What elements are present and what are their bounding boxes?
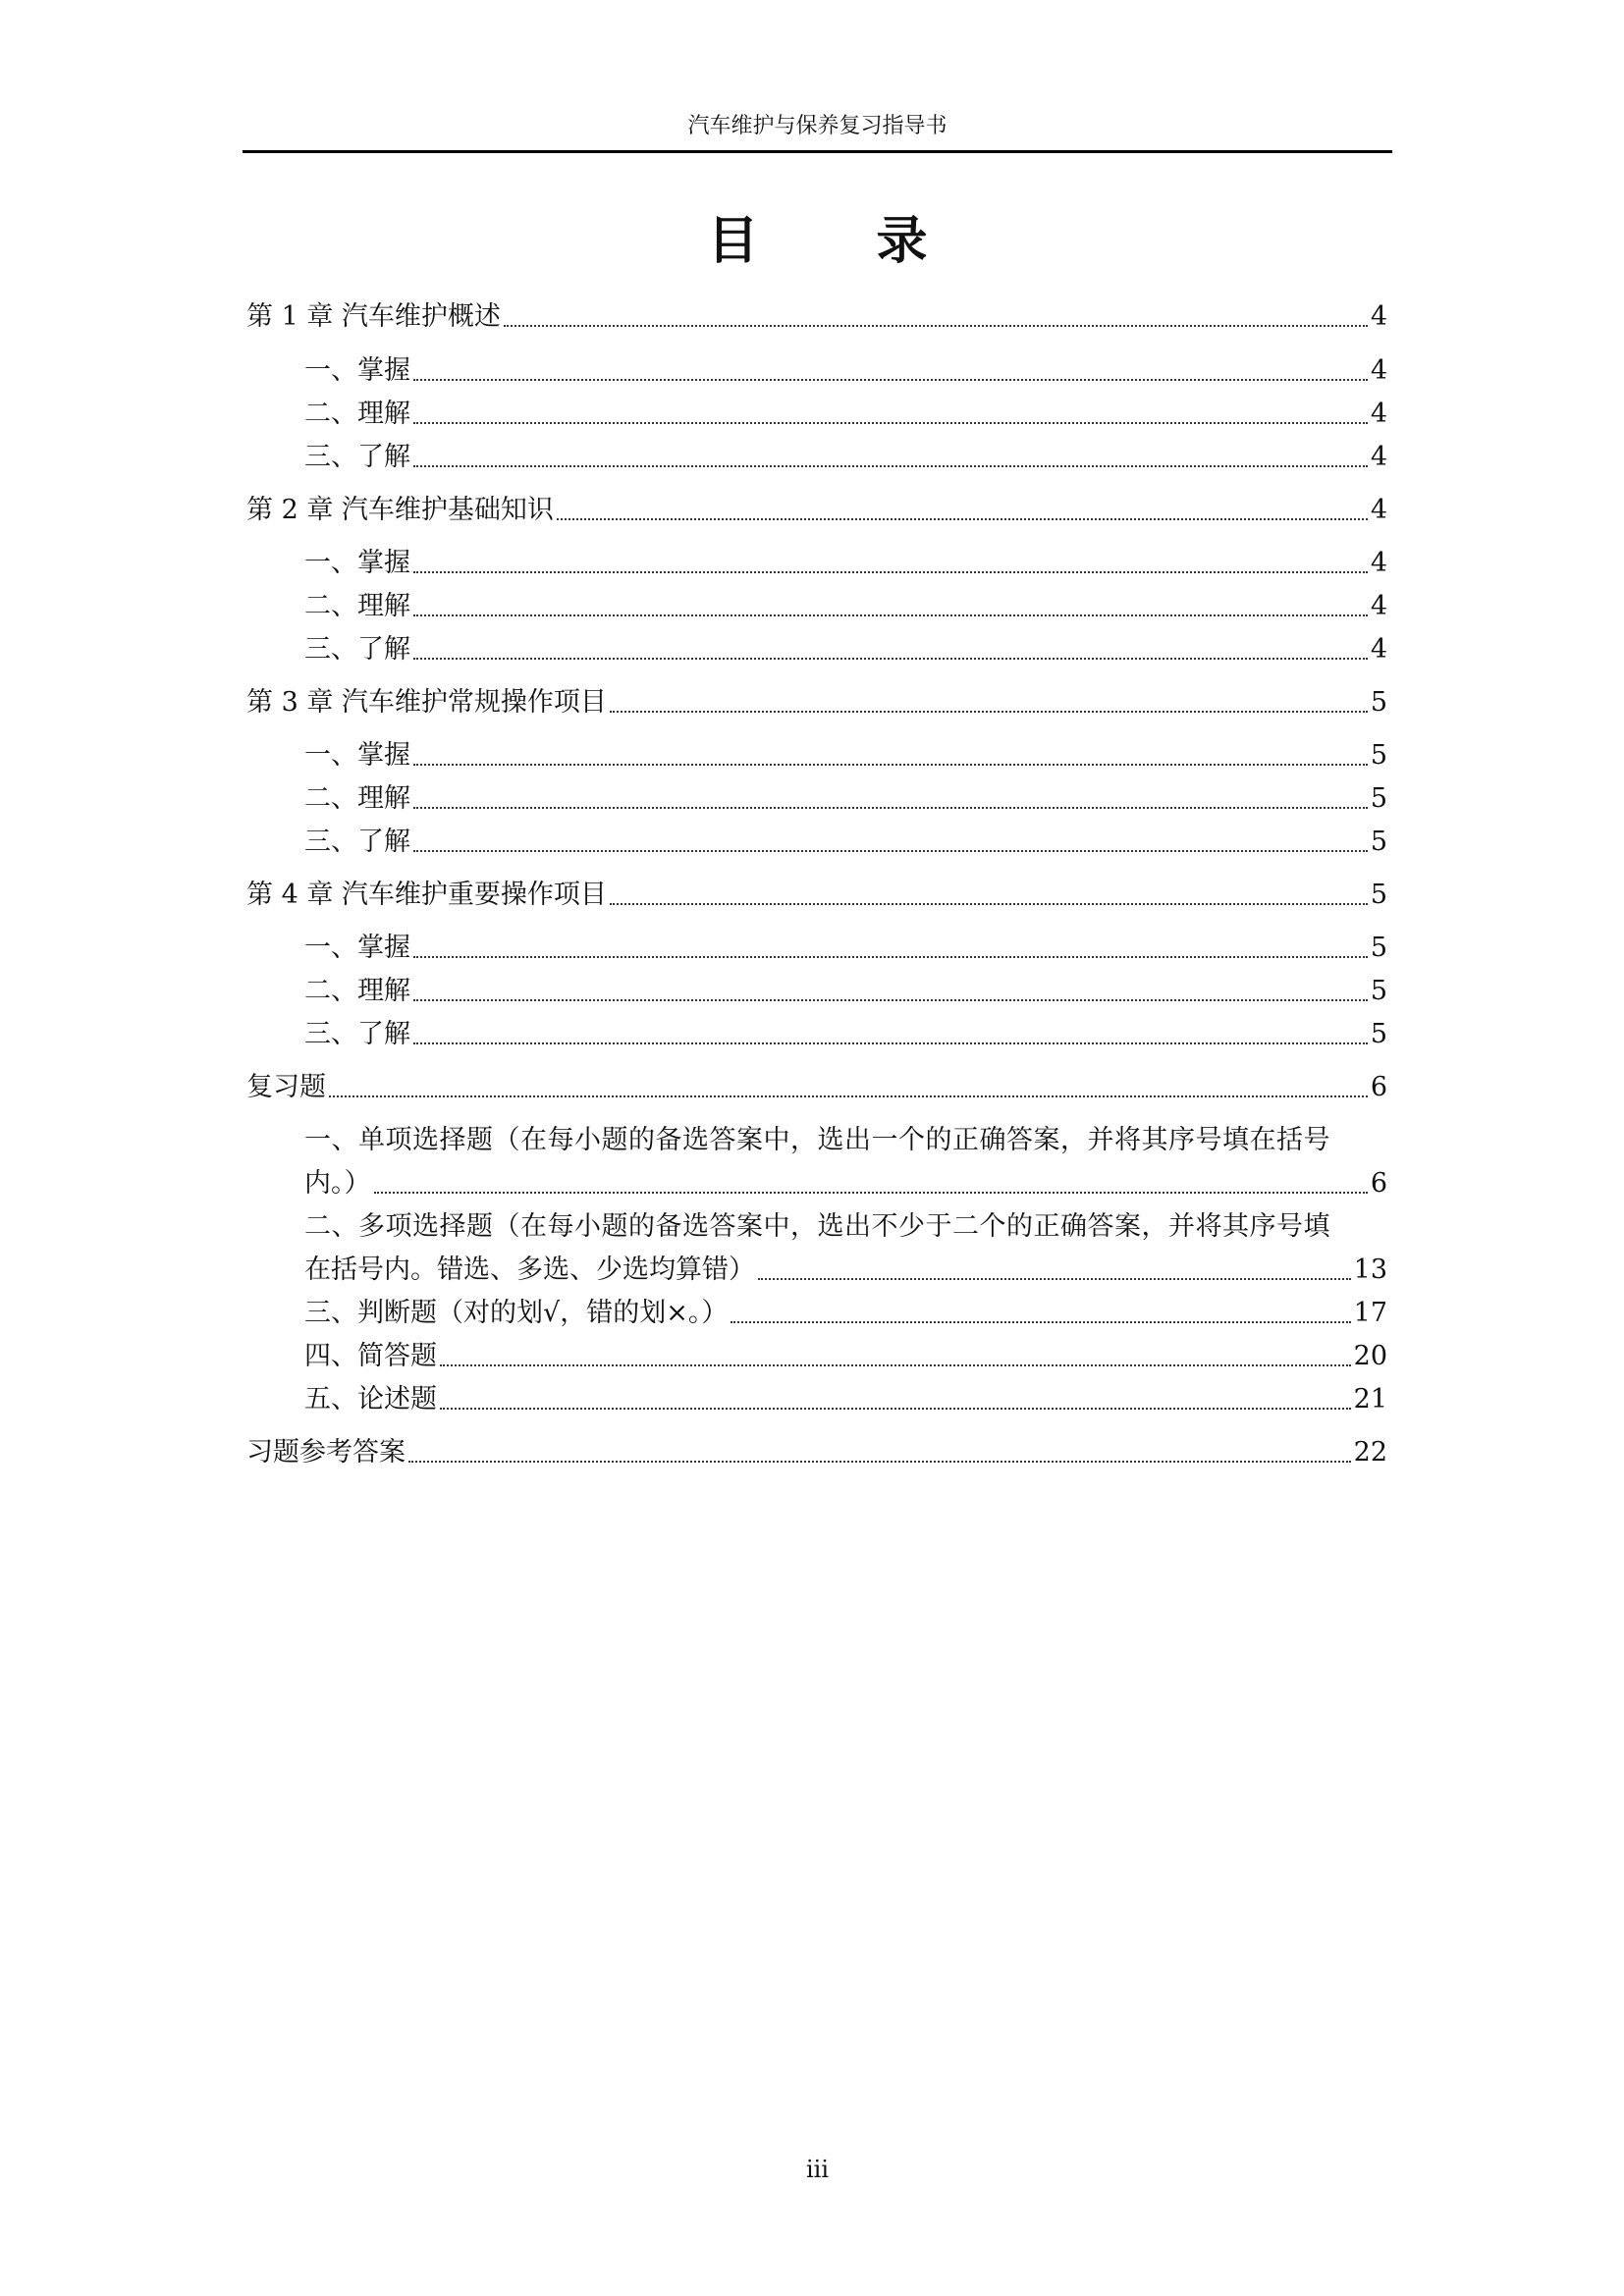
toc-entry-label: 三、了解 — [304, 634, 410, 665]
toc-entry-label: 二、理解 — [304, 399, 410, 429]
toc-entry-page: 17 — [1353, 1298, 1387, 1328]
toc-entry-chapter-2-understand[interactable] — [304, 589, 1387, 624]
toc-entry-page: 5 — [1370, 740, 1387, 771]
toc-entry-review[interactable] — [246, 1070, 1387, 1105]
dot-leader — [408, 1461, 1351, 1463]
toc-entry-chapter-3-understand[interactable] — [304, 781, 1387, 817]
toc-entry-page: 4 — [1370, 591, 1387, 621]
page-title-char-2: 录 — [876, 212, 928, 271]
dot-leader — [758, 1278, 1351, 1280]
toc-entry-page: 4 — [1370, 634, 1387, 665]
toc-entry-label: 在括号内。错选、多选、少选均算错） — [304, 1255, 755, 1285]
toc-entry-label: 一、掌握 — [304, 355, 410, 386]
toc-entry-label: 第 2 章 汽车维护基础知识 — [246, 495, 554, 525]
dot-leader — [504, 325, 1368, 327]
toc-entry-label: 第 4 章 汽车维护重要操作项目 — [246, 880, 607, 910]
dot-leader — [731, 1321, 1350, 1323]
toc-entry-chapter-2-master[interactable] — [304, 546, 1387, 581]
dot-leader — [413, 999, 1368, 1001]
dot-leader — [610, 711, 1368, 713]
toc-entry-page: 5 — [1370, 1019, 1387, 1049]
toc-entry-page: 20 — [1353, 1341, 1387, 1371]
dot-leader — [413, 658, 1368, 660]
toc-entry-page: 5 — [1370, 827, 1387, 857]
toc-entry-label: 五、论述题 — [304, 1384, 437, 1415]
toc-entry-page: 5 — [1370, 976, 1387, 1006]
dot-leader — [413, 956, 1368, 958]
toc-entry-label: 二、理解 — [304, 783, 410, 814]
toc-entry-label: 三、了解 — [304, 1019, 410, 1049]
toc-entry-single-choice-line-1[interactable]: 一、单项选择题（在每小题的备选答案中，选出一个的正确答案，并将其序号填在括号 — [304, 1125, 1330, 1155]
toc-entry-label: 一、掌握 — [304, 548, 410, 578]
toc-entry-label: 第 3 章 汽车维护常规操作项目 — [246, 687, 607, 718]
toc-entry-page: 13 — [1353, 1255, 1387, 1285]
toc-entry-chapter-1-understand[interactable] — [304, 397, 1387, 432]
toc-entry-page: 5 — [1370, 933, 1387, 963]
toc-entry-page: 5 — [1370, 687, 1387, 718]
toc-entry-essay[interactable] — [304, 1382, 1387, 1417]
dot-leader — [413, 379, 1368, 381]
toc-entry-chapter-3-master[interactable] — [304, 738, 1387, 774]
toc-entry-page: 4 — [1370, 442, 1387, 472]
toc-entry-answers[interactable] — [246, 1435, 1387, 1470]
toc-entry-label: 习题参考答案 — [246, 1437, 406, 1468]
dot-leader — [413, 422, 1368, 424]
toc-entry-page: 22 — [1353, 1437, 1387, 1468]
toc-entry-single-choice[interactable] — [304, 1166, 1387, 1201]
toc-entry-label: 第 1 章 汽车维护概述 — [246, 301, 501, 332]
toc-entry-chapter-3-know[interactable] — [304, 825, 1387, 860]
toc-entry-label: 三、判断题（对的划√，错的划×。） — [304, 1298, 729, 1328]
dot-leader — [610, 903, 1368, 905]
toc-entry-true-false[interactable] — [304, 1296, 1387, 1331]
dot-leader — [413, 1042, 1368, 1044]
toc-entry-page: 4 — [1370, 301, 1387, 332]
toc-entry-page: 5 — [1370, 783, 1387, 814]
toc-entry-page: 4 — [1370, 548, 1387, 578]
toc-entry-chapter-2[interactable] — [246, 493, 1387, 528]
toc-entry-chapter-1[interactable] — [246, 299, 1387, 335]
toc-entry-chapter-1-know[interactable] — [304, 440, 1387, 475]
toc-entry-label: 四、简答题 — [304, 1341, 437, 1371]
page-title-char-1: 目 — [707, 212, 759, 271]
toc-entry-label: 三、了解 — [304, 442, 410, 472]
toc-entry-page: 21 — [1353, 1384, 1387, 1415]
dot-leader — [374, 1192, 1368, 1194]
toc-entry-label: 三、了解 — [304, 827, 410, 857]
toc-entry-chapter-3[interactable] — [246, 685, 1387, 721]
toc-entry-page: 4 — [1370, 495, 1387, 525]
dot-leader — [413, 807, 1368, 809]
dot-leader — [413, 850, 1368, 852]
toc-entry-multiple-choice-line-1[interactable]: 二、多项选择题（在每小题的备选答案中，选出不少于二个的正确答案，并将其序号填 — [304, 1211, 1330, 1242]
toc-entry-chapter-4[interactable] — [246, 878, 1387, 913]
dot-leader — [440, 1408, 1351, 1410]
dot-leader — [413, 571, 1368, 573]
dot-leader — [440, 1364, 1351, 1366]
toc-entry-label: 复习题 — [246, 1072, 326, 1102]
toc-entry-chapter-4-know[interactable] — [304, 1017, 1387, 1052]
toc-entry-chapter-1-master[interactable] — [304, 353, 1387, 389]
dot-leader — [413, 764, 1368, 766]
toc-entry-label: 二、理解 — [304, 976, 410, 1006]
toc-entry-short-answer[interactable] — [304, 1339, 1387, 1374]
dot-leader — [413, 614, 1368, 616]
running-header: 汽车维护与保养复习指导书 — [687, 114, 947, 138]
toc-entry-label: 一、掌握 — [304, 740, 410, 771]
toc-entry-chapter-4-master[interactable] — [304, 931, 1387, 966]
toc-entry-page: 4 — [1370, 355, 1387, 386]
toc-entry-page: 4 — [1370, 399, 1387, 429]
toc-entry-label: 二、理解 — [304, 591, 410, 621]
toc-entry-chapter-4-understand[interactable] — [304, 974, 1387, 1009]
toc-entry-page: 5 — [1370, 880, 1387, 910]
dot-leader — [413, 465, 1368, 467]
toc-entry-page: 6 — [1370, 1072, 1387, 1102]
toc-entry-chapter-2-know[interactable] — [304, 632, 1387, 667]
page-number: iii — [805, 2156, 830, 2183]
toc-entry-page: 6 — [1370, 1168, 1387, 1199]
toc-entry-label: 内。） — [304, 1168, 371, 1199]
dot-leader — [557, 518, 1368, 520]
toc-entry-label: 一、掌握 — [304, 933, 410, 963]
dot-leader — [329, 1095, 1368, 1097]
toc-entry-multiple-choice[interactable] — [304, 1253, 1387, 1288]
